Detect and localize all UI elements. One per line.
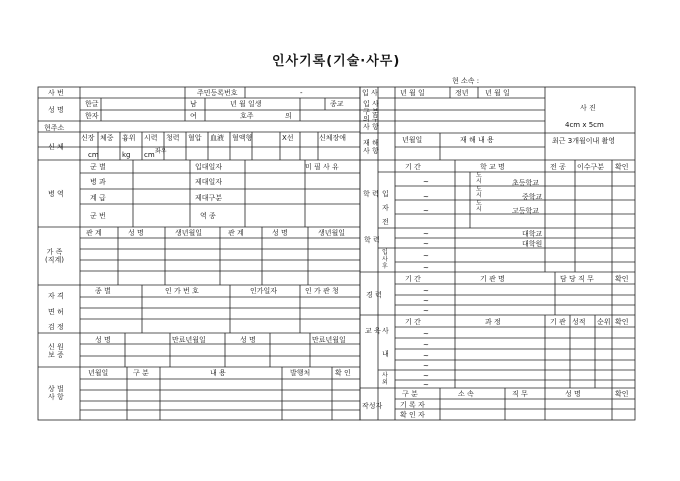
training-in-2: 내	[382, 350, 389, 358]
body-h-disability: 신체장애	[319, 134, 347, 142]
lic-h-type: 종 별	[95, 287, 111, 295]
car-tilde-1: ~	[423, 287, 429, 295]
birth-label: 년 월 일생	[230, 100, 262, 108]
hangul-label: 한글	[85, 100, 99, 108]
edu-sub-2: 자	[382, 204, 389, 212]
retire-label: 정년	[455, 89, 469, 97]
tr-tilde-5: ~	[423, 372, 429, 380]
fam-h-name1: 성 명	[128, 229, 144, 237]
car-h-confirm: 확인	[615, 275, 629, 283]
rew-h-confirm: 확 인	[335, 369, 351, 377]
lic-h-office: 인 가 관 청	[305, 287, 339, 295]
body-h-height: 신장	[81, 134, 95, 142]
mil-branch: 군 별	[90, 163, 106, 171]
fam-h-rel1: 관 계	[86, 229, 102, 237]
edu-h-period: 기 간	[405, 163, 421, 171]
edu-h-complete: 이수구분	[577, 163, 605, 171]
edu-tilde-3: ~	[423, 207, 429, 215]
wr-h-dept: 소 속	[458, 390, 474, 398]
body-h-bp: 혈압	[188, 134, 202, 142]
mil-arm: 병 과	[90, 178, 106, 186]
body-h-vision: 시력	[144, 134, 158, 142]
edu-do-2: 도 시	[476, 186, 482, 199]
license-exam: 검 정	[48, 323, 64, 331]
edu-tilde-5: ~	[423, 240, 429, 248]
body-label: 신 체	[48, 143, 64, 151]
rrn-dash: -	[300, 89, 303, 97]
training-out: 사 외	[382, 372, 388, 386]
tr-h-period: 기 간	[405, 318, 421, 326]
tr-h-org: 기 관	[550, 318, 566, 326]
photo-note: 최근 3개월이내 촬영	[552, 137, 615, 145]
edu-tilde-4: ~	[423, 230, 429, 238]
guar-h-exp2: 만료년월일	[312, 336, 346, 344]
photo-size: 4cm x 5cm	[565, 121, 604, 129]
tr-tilde-1: ~	[423, 330, 429, 338]
acc-h-date: 년월일	[402, 136, 423, 144]
edu-h-major: 전 공	[550, 163, 566, 171]
retire-date: 년 월 일	[485, 89, 510, 97]
entry-date: 년 월 일	[400, 89, 425, 97]
unit-cm2: cm	[144, 151, 155, 159]
mil-reason: 미 필 사 유	[305, 163, 339, 171]
entry-label: 입 사	[362, 89, 378, 97]
body-h-weight: 체중	[100, 134, 114, 142]
guar-h-exp1: 만료년월일	[172, 336, 206, 344]
car-tilde-2: ~	[423, 297, 429, 305]
mil-enlist: 입대일자	[195, 163, 223, 171]
acc-h-content: 재 해 내 용	[460, 136, 494, 144]
edu-tilde-6: ~	[423, 252, 429, 260]
edu-do-3: 도 시	[476, 200, 482, 213]
fam-h-birth2: 생년월일	[318, 229, 346, 237]
tr-tilde-4: ~	[423, 362, 429, 370]
school-high: 고등학교	[512, 207, 540, 215]
edu-h-school: 학 교 명	[480, 163, 505, 171]
wr-recorder: 기 록 자	[400, 401, 425, 409]
tr-tilde-2: ~	[423, 341, 429, 349]
tr-h-rank: 순위	[597, 318, 611, 326]
military-label: 병 역	[48, 190, 64, 198]
religion-label: 종교	[330, 100, 344, 108]
wr-confirmer: 확 인 자	[400, 411, 425, 419]
tr-h-confirm: 확인	[615, 318, 629, 326]
license-permit: 면 허	[48, 308, 64, 316]
school-middle: 중학교	[522, 193, 543, 201]
unit-cm: cm	[88, 151, 99, 159]
mil-discharge: 제대일자	[195, 178, 223, 186]
hoju-eui: 의	[285, 112, 292, 120]
family-label: 가 족 (직계)	[45, 248, 64, 264]
edu-tilde-7: ~	[423, 264, 429, 272]
rew-h-date: 년월일	[88, 369, 109, 377]
edu-after-entry: 입 사 후	[382, 249, 388, 270]
gender-male: 남	[190, 100, 197, 108]
school-elem: 초등학교	[512, 179, 540, 187]
tr-h-course: 과 정	[485, 318, 501, 326]
school-grad: 대학원	[522, 240, 543, 248]
lic-h-date: 인가일자	[250, 287, 278, 295]
edu-tilde-1: ~	[423, 178, 429, 186]
form-title: 인사기록(기술·사무)	[272, 54, 401, 69]
accident-label: 재 해 사 항	[363, 139, 379, 155]
training-in-1: 사	[382, 327, 389, 335]
license-qual: 자 격	[48, 292, 64, 300]
mil-number: 군 번	[90, 212, 106, 220]
fam-h-name2: 성 명	[272, 229, 288, 237]
address-label: 현주소	[44, 124, 65, 132]
guar-h-name1: 성 명	[95, 336, 111, 344]
fam-h-rel2: 관 계	[228, 229, 244, 237]
body-h-chest: 흉위	[122, 134, 136, 142]
obligation-label: 의 무 사 항	[363, 115, 379, 131]
name-label: 성 명	[48, 106, 64, 114]
body-h-xray: X선	[282, 134, 294, 142]
reward-label: 상 벌 사 항	[48, 385, 64, 401]
wr-h-confirm: 확인	[615, 390, 629, 398]
tr-tilde-6: ~	[423, 381, 429, 389]
mil-type: 역 종	[200, 212, 216, 220]
emp-no-label: 사 번	[48, 89, 64, 97]
mil-discharge-type: 제대구분	[195, 194, 223, 202]
hanja-label: 한자	[85, 112, 99, 120]
tr-tilde-3: ~	[423, 352, 429, 360]
photo-label: 사 진	[580, 104, 596, 112]
school-univ: 대학교	[522, 230, 543, 238]
gender-female: 여	[190, 112, 197, 120]
training-label: 교 육	[365, 327, 381, 335]
edu-label: 학 력	[364, 236, 380, 244]
career-label: 경 력	[366, 291, 382, 299]
fam-h-birth1: 생년월일	[175, 229, 203, 237]
hoju-label: 호주	[240, 112, 254, 120]
car-h-duty: 담 당 직 무	[560, 275, 594, 283]
entry-type-label: 입 사 구 분	[363, 100, 379, 116]
lic-h-number: 인 가 번 호	[165, 287, 199, 295]
unit-lr: 좌우	[155, 148, 167, 155]
rew-h-type: 구 분	[133, 369, 149, 377]
wr-h-duty: 직 무	[512, 390, 528, 398]
edu-sub-1: 입	[382, 190, 389, 198]
rrn-label: 주민등록번호	[197, 89, 238, 97]
wr-h-type: 구 분	[402, 390, 418, 398]
edu-tilde-2: ~	[423, 193, 429, 201]
edu-label-top: 학 력	[363, 190, 379, 198]
body-h-hearing: 청력	[166, 134, 180, 142]
body-h-blood: 血液	[210, 134, 224, 142]
current-dept-label: 현 소속 :	[452, 77, 480, 85]
rew-h-issuer: 발행처	[290, 369, 311, 377]
car-h-org: 기 관 명	[480, 275, 505, 283]
car-h-period: 기 간	[405, 275, 421, 283]
body-h-bloodtype: 혈액형	[232, 134, 253, 142]
wr-h-name: 성 명	[565, 390, 581, 398]
rew-h-content: 내 용	[210, 369, 226, 377]
car-tilde-3: ~	[423, 307, 429, 315]
writer-label: 작성자	[362, 402, 383, 410]
guar-h-name2: 성 명	[240, 336, 256, 344]
unit-kg: kg	[122, 151, 131, 159]
edu-sub-3: 전	[382, 218, 389, 226]
mil-rank: 계 급	[90, 194, 106, 202]
edu-do-1: 도 시	[476, 172, 482, 185]
tr-h-score: 성적	[572, 318, 586, 326]
edu-h-confirm: 확인	[615, 163, 629, 171]
guarantor-label: 신 원 보 증	[48, 343, 64, 359]
